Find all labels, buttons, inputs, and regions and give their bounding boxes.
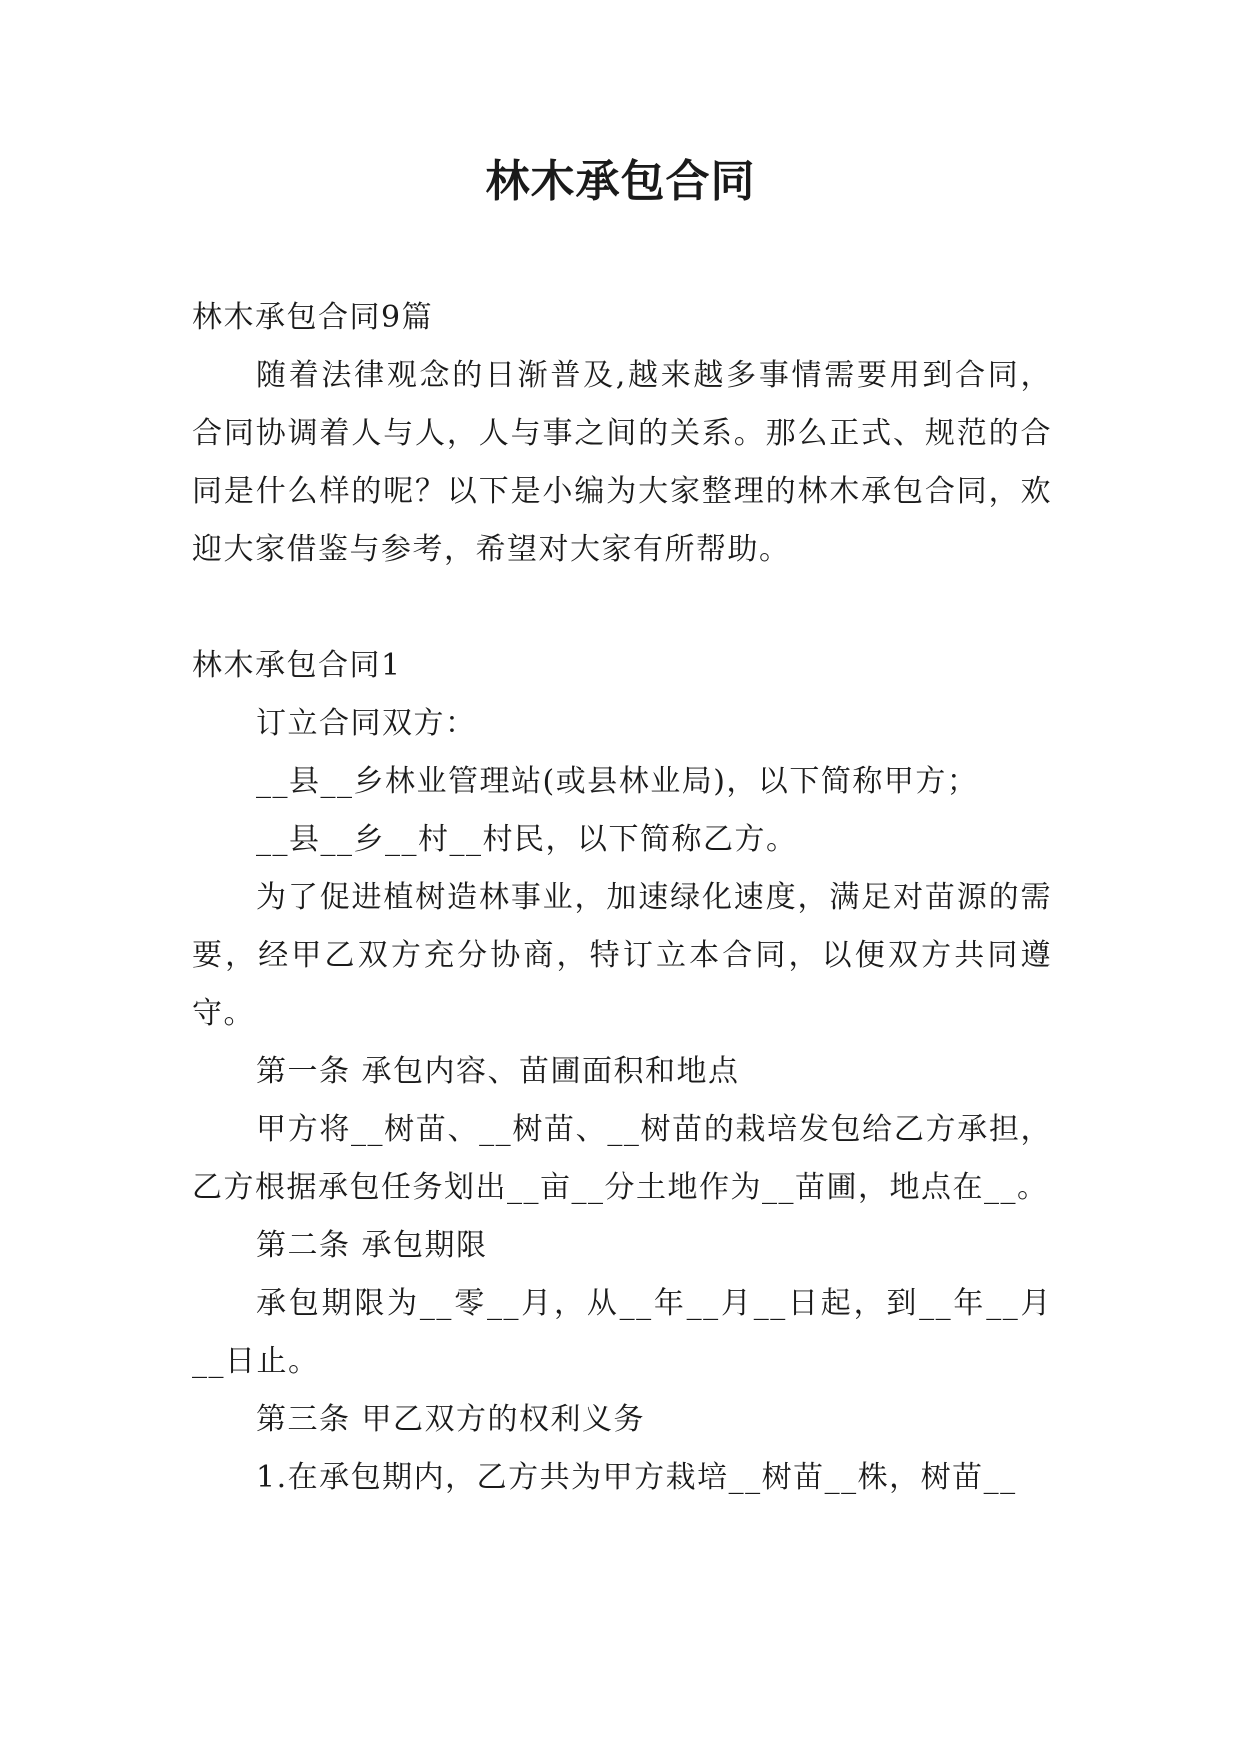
paragraph-spacer	[192, 579, 1052, 637]
purpose-paragraph: 为了促进植树造林事业，加速绿化速度，满足对苗源的需要，经甲乙双方充分协商，特订立本合同，以便双方共同遵守。	[192, 880, 1052, 1031]
parties-label: 订立合同双方：	[256, 706, 477, 741]
article-3-item-1: 1.在承包期内，乙方共为甲方栽培__树苗__株，树苗__	[256, 1460, 1017, 1495]
document-title: 林木承包合同	[485, 156, 756, 207]
intro-paragraph: 随着法律观念的日渐普及,越来越多事情需要用到合同，合同协调着人与人，人与事之间的关系。那么正式、规范的合同是什么样的呢？以下是小编为大家整理的林木承包合同，欢迎大家借鉴与参考，希望对大家有所帮助。	[192, 358, 1052, 567]
article-2-heading: 第二条 承包期限	[256, 1228, 488, 1263]
section-heading: 林木承包合同1	[192, 648, 402, 683]
article-3-heading: 第三条 甲乙双方的权利义务	[256, 1402, 646, 1437]
document-subtitle: 林木承包合同9篇	[192, 300, 434, 335]
party-b-line: __县__乡__村__村民，以下简称乙方。	[256, 822, 798, 857]
article-1-body: 甲方将__树苗、__树苗、__树苗的栽培发包给乙方承担，乙方根据承包任务划出__亩__分土地作为__苗圃，地点在__。	[192, 1112, 1052, 1205]
document-body	[192, 289, 1052, 1507]
article-1-heading: 第一条 承包内容、苗圃面积和地点	[256, 1054, 740, 1089]
article-2-body: 承包期限为__零__月，从__年__月__日起，到__年__月__日止。	[192, 1286, 1052, 1379]
party-a-line: __县__乡林业管理站(或县林业局)，以下简称甲方；	[256, 764, 979, 799]
